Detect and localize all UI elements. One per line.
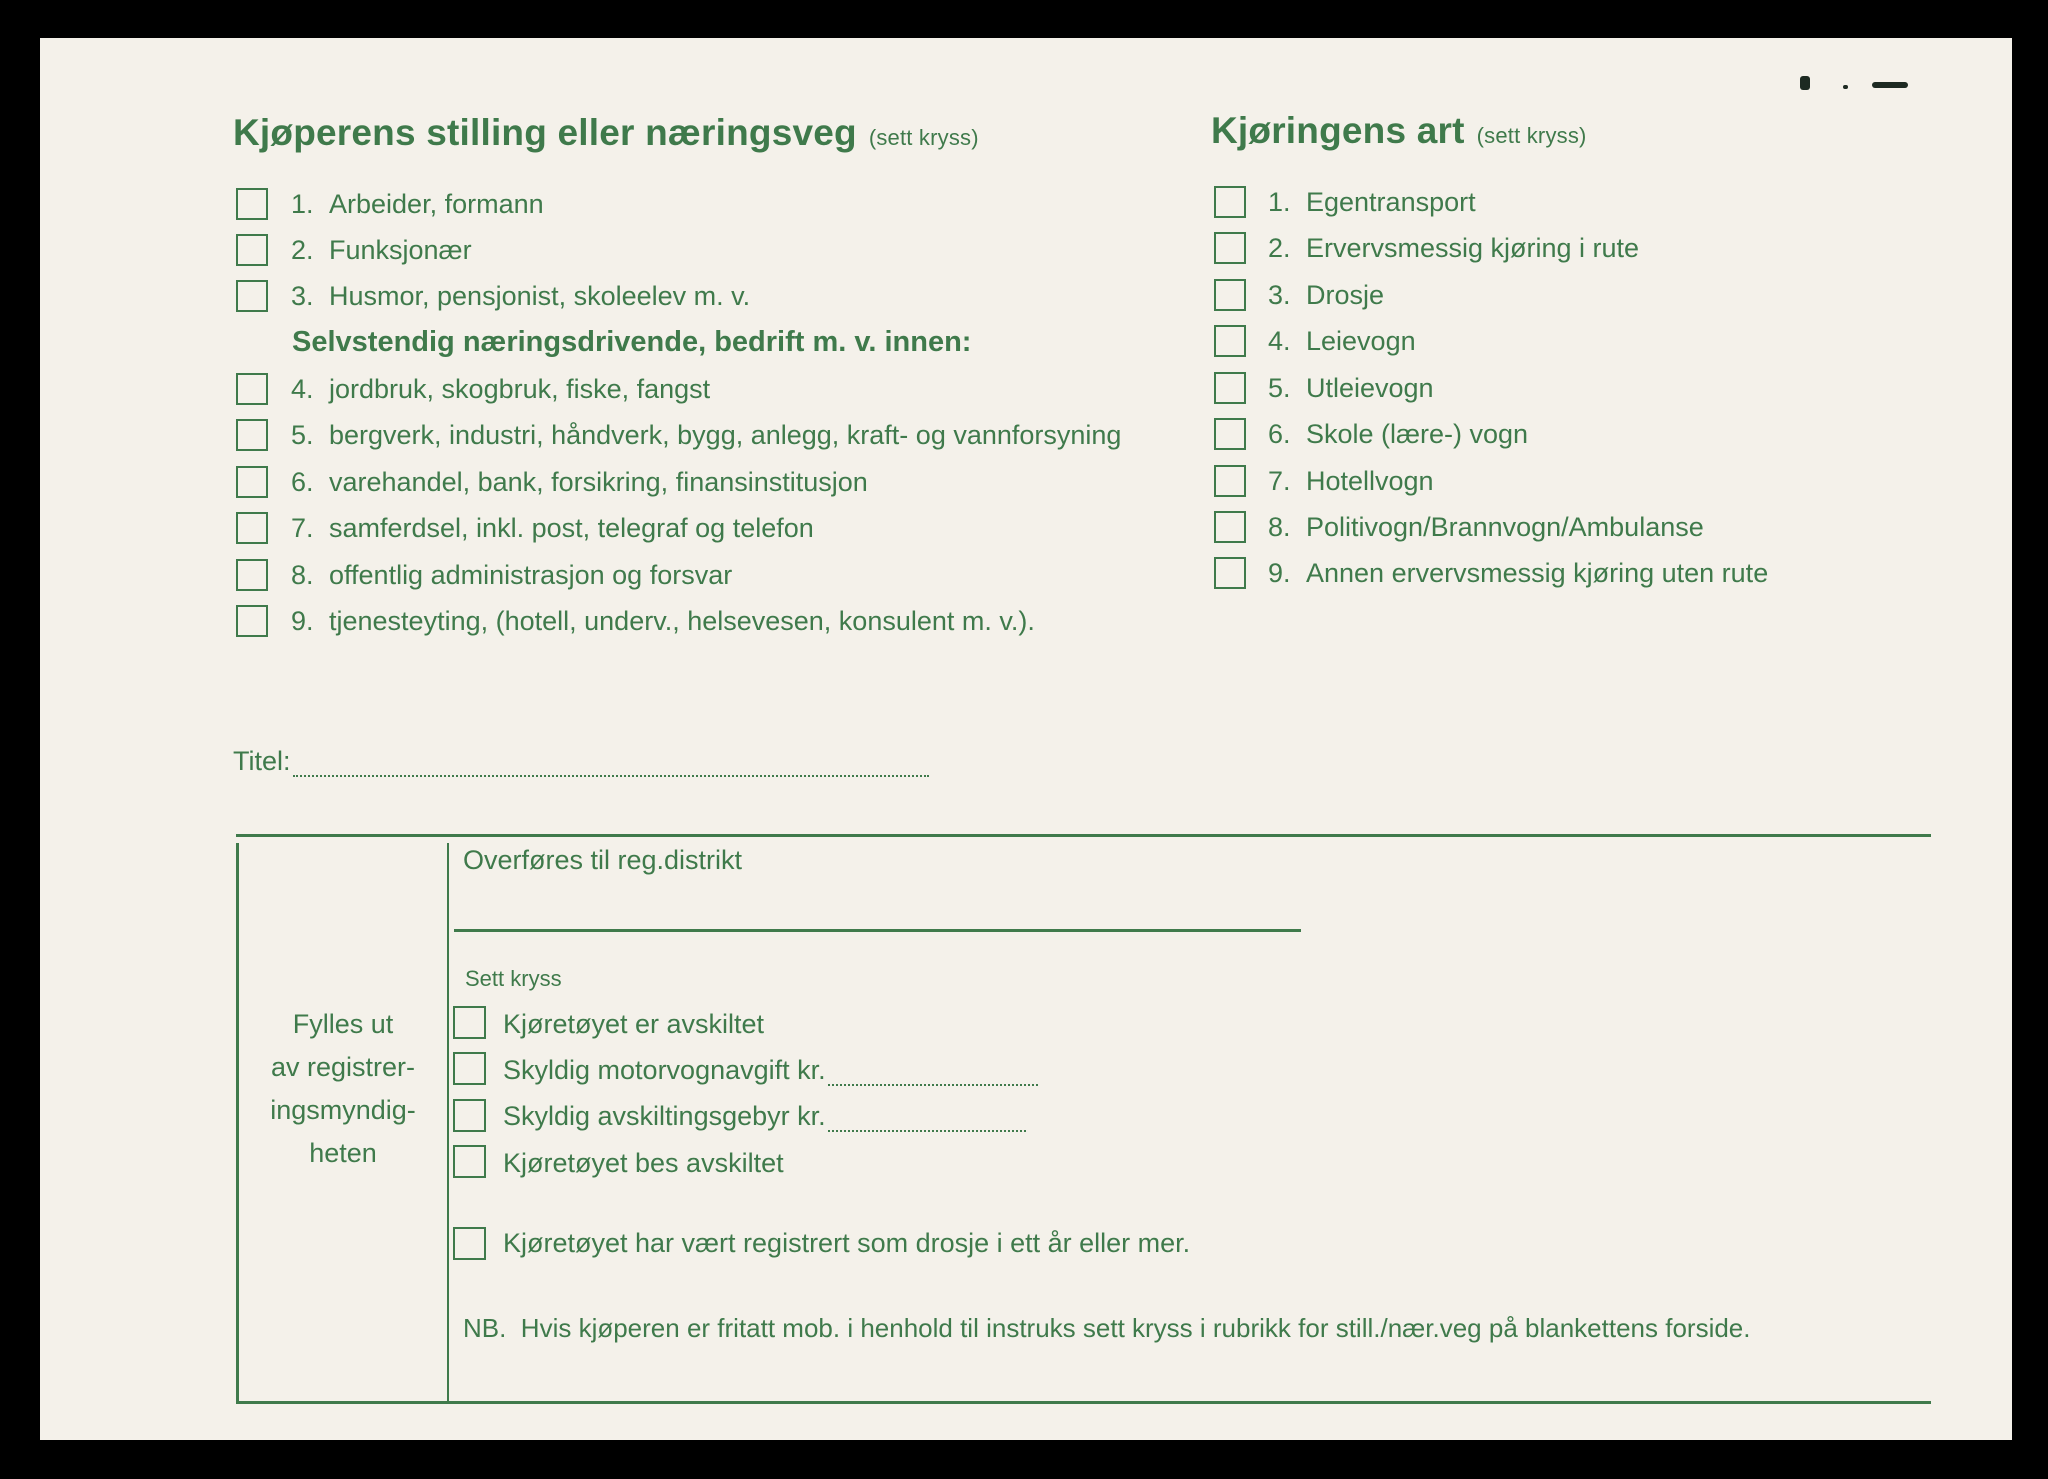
checkbox-driving-4[interactable] xyxy=(1214,325,1246,357)
self-employed-subheading: Selvstendig næringsdrivende, bedrift m. v. innen: xyxy=(292,326,972,358)
right-section-title: Kjøringens art (sett kryss) xyxy=(1211,110,1587,151)
box-top-border xyxy=(236,834,1931,837)
checkbox-driving-6[interactable] xyxy=(1214,418,1246,450)
checkbox-occupation-2[interactable] xyxy=(236,234,268,266)
transfer-district-line[interactable] xyxy=(454,929,1301,932)
right-section-hint: (sett kryss) xyxy=(1476,123,1587,148)
nb-note: NB. Hvis kjøperen er fritatt mob. i henhold til instruks sett kryss i rubrikk for still./nær.veg på blankettens forside. xyxy=(463,1313,1751,1343)
driving-item-5: 5. Utleievogn xyxy=(1268,373,1434,403)
motorvognavgift-dotted-line xyxy=(828,1060,1038,1086)
titel-dotted-line xyxy=(293,751,929,777)
check-motorvognavgift-label: Skyldig motorvognavgift kr. xyxy=(503,1055,826,1085)
checkbox-drosje-registered[interactable] xyxy=(453,1227,486,1260)
occupation-item-1: 1. Arbeider, formann xyxy=(291,189,544,219)
checkbox-driving-5[interactable] xyxy=(1214,372,1246,404)
box-bottom-border xyxy=(236,1401,1931,1404)
checkbox-driving-1[interactable] xyxy=(1214,186,1246,218)
checkbox-driving-9[interactable] xyxy=(1214,557,1246,589)
driving-item-6: 6. Skole (lære-) vogn xyxy=(1268,419,1529,449)
checkbox-driving-7[interactable] xyxy=(1214,465,1246,497)
checkbox-avskiltingsgebyr[interactable] xyxy=(453,1099,486,1132)
driving-item-1: 1. Egentransport xyxy=(1268,187,1476,217)
titel-label: Titel: xyxy=(233,746,291,776)
left-section-hint: (sett kryss) xyxy=(868,125,979,150)
driving-item-8: 8. Politivogn/Brannvogn/Ambulanse xyxy=(1268,512,1704,542)
ink-mark xyxy=(1872,82,1908,88)
checkbox-occupation-9[interactable] xyxy=(236,605,268,637)
check-avskiltingsgebyr[interactable] xyxy=(503,1100,1026,1132)
left-section-title: Kjøperens stilling eller næringsveg (sett kryss) xyxy=(233,112,979,153)
driving-item-4: 4. Leievogn xyxy=(1268,326,1416,356)
ink-mark xyxy=(1843,85,1848,89)
occupation-item-9: 9. tjenesteyting, (hotell, underv., helsevesen, konsulent m. v.). xyxy=(291,606,1035,636)
driving-item-2: 2. Ervervsmessig kjøring i rute xyxy=(1268,233,1640,263)
checkbox-occupation-8[interactable] xyxy=(236,559,268,591)
checkbox-avskiltet[interactable] xyxy=(453,1006,486,1039)
check-bes-avskiltet-label: Kjøretøyet bes avskiltet xyxy=(503,1148,784,1178)
checkbox-occupation-1[interactable] xyxy=(236,188,268,220)
box-divider xyxy=(447,843,449,1401)
check-drosje-label: Kjøretøyet har vært registrert som drosje i ett år eller mer. xyxy=(503,1228,1191,1258)
sett-kryss-label: Sett kryss xyxy=(465,966,562,991)
occupation-item-4: 4. jordbruk, skogbruk, fiske, fangst xyxy=(291,374,711,404)
checkbox-motorvognavgift[interactable] xyxy=(453,1052,486,1085)
checkbox-occupation-5[interactable] xyxy=(236,419,268,451)
occupation-item-3: 3. Husmor, pensjonist, skoleelev m. v. xyxy=(291,281,751,311)
avskiltingsgebyr-dotted-line xyxy=(828,1106,1026,1132)
transfer-label: Overføres til reg.distrikt xyxy=(463,845,743,875)
checkbox-occupation-7[interactable] xyxy=(236,512,268,544)
occupation-item-6: 6. varehandel, bank, forsikring, finansinstitusjon xyxy=(291,467,868,497)
driving-item-3: 3. Drosje xyxy=(1268,280,1385,310)
checkbox-bes-avskiltet[interactable] xyxy=(453,1145,486,1178)
checkbox-driving-8[interactable] xyxy=(1214,511,1246,543)
occupation-item-5: 5. bergverk, industri, håndverk, bygg, anlegg, kraft- og vannforsyning xyxy=(291,420,1122,450)
occupation-item-7: 7. samferdsel, inkl. post, telegraf og telefon xyxy=(291,513,814,543)
driving-item-7: 7. Hotellvogn xyxy=(1268,466,1434,496)
checkbox-occupation-6[interactable] xyxy=(236,466,268,498)
occupation-item-2: 2. Funksjonær xyxy=(291,235,472,265)
registration-side-label: Fylles ut av registrer- ingsmyndig- heten xyxy=(270,1009,416,1168)
occupation-item-8: 8. offentlig administrasjon og forsvar xyxy=(291,560,733,590)
ink-mark xyxy=(1800,76,1810,90)
check-avskiltet-label: Kjøretøyet er avskiltet xyxy=(503,1009,765,1039)
checkbox-occupation-3[interactable] xyxy=(236,280,268,312)
checkbox-occupation-4[interactable] xyxy=(236,373,268,405)
checkbox-driving-2[interactable] xyxy=(1214,232,1246,264)
titel-field[interactable] xyxy=(233,745,929,777)
check-motorvognavgift[interactable] xyxy=(503,1054,1038,1086)
driving-item-9: 9. Annen ervervsmessig kjøring uten rute xyxy=(1268,558,1769,588)
check-avskiltingsgebyr-label: Skyldig avskiltingsgebyr kr. xyxy=(503,1101,826,1131)
checkbox-driving-3[interactable] xyxy=(1214,279,1246,311)
